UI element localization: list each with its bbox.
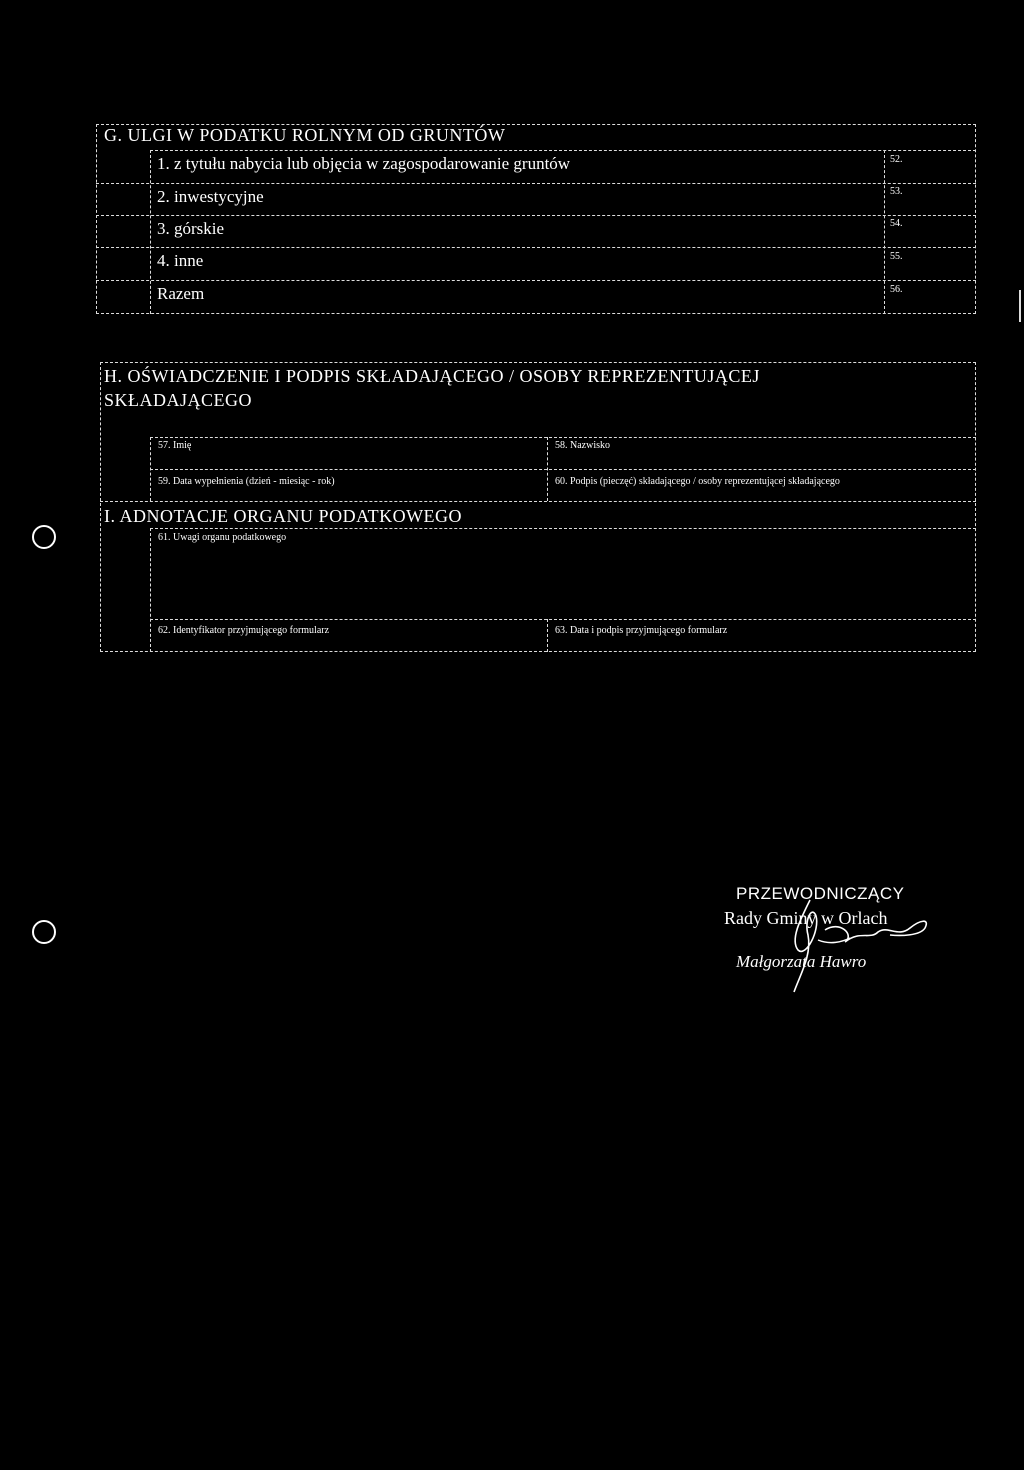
i-col-divider-left [150, 528, 151, 652]
field-62-receiver-id[interactable]: 62. Identyfikator przyjmującego formularz [158, 625, 330, 636]
g-field-53[interactable]: 53. [890, 186, 903, 197]
field-61-remarks[interactable]: 61. Uwagi organu podatkowego [158, 532, 287, 543]
field-60-signature[interactable]: 60. Podpis (pieczęć) składającego / osoby reprezentującej składającego [555, 476, 840, 487]
field-59-fill-date[interactable]: 59. Data wypełnienia (dzień - miesiąc - rok) [158, 476, 335, 487]
g-row-line [96, 280, 976, 281]
field-57-first-name[interactable]: 57. Imię [158, 440, 192, 451]
h-col-divider-mid [547, 437, 548, 501]
punch-hole-icon [32, 920, 56, 944]
g-col-divider-left [150, 150, 151, 314]
h-row-line [150, 469, 976, 470]
g-field-54[interactable]: 54. [890, 218, 903, 229]
g-row-1-label: 1. z tytułu nabycia lub objęcia w zagospodarowanie gruntów [157, 154, 571, 173]
field-58-surname[interactable]: 58. Nazwisko [555, 440, 610, 451]
section-i-title: I. ADNOTACJE ORGANU PODATKOWEGO [104, 506, 463, 526]
g-row-4-label: 4. inne [157, 251, 204, 270]
h-row-line [100, 501, 976, 502]
stamp-council: Rady Gminy w Orlach [724, 908, 888, 928]
g-row-line [96, 215, 976, 216]
h-row-line [150, 437, 976, 438]
section-g-border [96, 124, 976, 314]
i-col-divider-mid [547, 619, 548, 652]
g-row-3-label: 3. górskie [157, 219, 225, 238]
g-row-line [96, 247, 976, 248]
field-63-receiver-date-signature[interactable]: 63. Data i podpis przyjmującego formularz [555, 625, 728, 636]
section-h-title-line1: H. OŚWIADCZENIE I PODPIS SKŁADAJĄCEGO / OSOBY REPREZENTUJĄCEJ [104, 366, 760, 386]
section-h-title-line2: SKŁADAJĄCEGO [104, 390, 253, 410]
g-field-56[interactable]: 56. [890, 284, 903, 295]
g-row-line [150, 150, 976, 151]
g-field-52[interactable]: 52. [890, 154, 903, 165]
stamp-name: Małgorzata Hawro [736, 952, 867, 971]
stamp-title: PRZEWODNICZĄCY [736, 884, 905, 903]
section-g-title: G. ULGI W PODATKU ROLNYM OD GRUNTÓW [104, 125, 506, 145]
g-field-55[interactable]: 55. [890, 251, 903, 262]
i-row-line [150, 619, 976, 620]
h-col-divider-left [150, 437, 151, 501]
punch-hole-icon [32, 525, 56, 549]
g-col-divider-right [884, 150, 885, 314]
i-row-line [150, 528, 976, 529]
g-row-total-label: Razem [157, 284, 205, 303]
g-row-2-label: 2. inwestycyjne [157, 187, 264, 206]
handwritten-signature-icon [770, 880, 940, 1000]
g-row-line [96, 183, 976, 184]
scan-edge-mark [1019, 290, 1021, 322]
